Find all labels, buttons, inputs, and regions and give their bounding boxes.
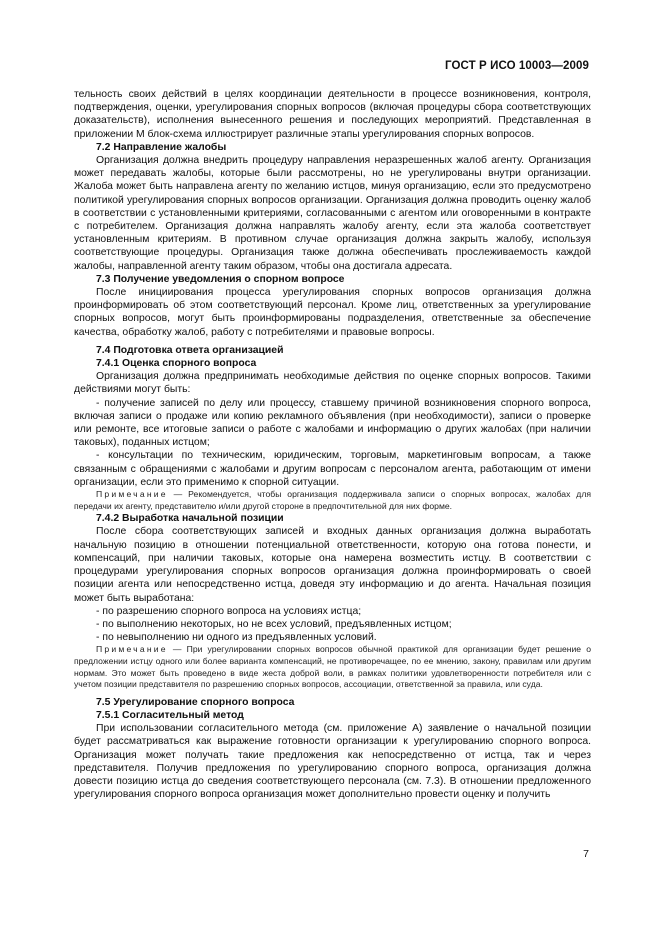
section-7-4-2-paragraph: После сбора соответствующих записей и входных данных организация должна выработать начальную позицию в отношении потенциальной ответственности, которую она готова понести, и компенсаций, при наличии таковых, которые она намерена возместить истцу. В соответствии с процедурами урегулирования спорных вопросов организация должна проинформировать о своей позиции агента или непосредственно истца, доведя эту информацию и до агента. Начальная позиция может быть выработана: <box>74 526 591 604</box>
list-item: - консультации по техническим, юридическим, торговым, маркетинговым вопросам, а также связанным с обращениями с жалобами и другим вопросам с персоналом агента, работающим от имени организации, если это применимо к спорной ситуации. <box>74 450 591 488</box>
section-7-4-heading: 7.4 Подготовка ответа организацией <box>96 344 284 356</box>
note-label: Примечание <box>96 489 168 500</box>
section-7-5-1-heading: 7.5.1 Согласительный метод <box>96 709 244 721</box>
section-7-5-heading: 7.5 Урегулирование спорного вопроса <box>96 696 295 708</box>
list-item: - по выполнению некоторых, но не всех условий, предъявленных истцом; <box>96 618 452 630</box>
section-7-4-1-heading: 7.4.1 Оценка спорного вопроса <box>96 358 257 370</box>
list-item: - получение записей по делу или процессу, ставшему причиной возникновения спорного вопроса, включая записи о продаже или копию рекламного объявления (при необходимости), записи о проверке или ремонте, все итоговые записи о работе с жалобами и информацию о других жалобах (при наличии таковых), поданных истцом; <box>74 397 591 449</box>
note-7-4-1 <box>74 489 591 512</box>
section-7-4-1-paragraph: Организация должна предпринимать необходимые действия по оценке спорных вопросов. Такими действиями могут быть: <box>74 371 591 396</box>
note-label: Примечание <box>96 644 168 655</box>
note-7-4-2 <box>74 644 591 690</box>
section-7-2-paragraph: Организация должна внедрить процедуру направления неразрешенных жалоб агенту. Организация может передавать жалобы, которые были рассмотрены, но не урегулированы внутри организации. Жалоба может быть направлена агенту по желанию истцов, минуя организацию, если это предусмотрено политикой урегулирования спорных вопросов организации. Организация должна проводить оценку жалоб в соответствии с установленными критериями, согласованными с агентом или оговоренными в контракте с потребителем. Организация должна направлять жалобу агенту, если эта жалоба соответствует установленным критериям. В противном случае организация должна закрыть жалобу, используя соответствующие процедуры. Организация также должна обеспечивать прослеживаемость каждой жалобы, направленной агенту таким образом, чтобы она достигала адресата. <box>74 155 591 272</box>
section-7-5-1-paragraph: При использовании согласительного метода (см. приложение А) заявление о начальной позиции будет рассматриваться как выражение готовности организации к урегулированию спорного вопроса. Организация может получать такие предложения как непосредственно от истца, так и через представителя. Получив предложения по урегулированию спорного вопроса, организация должна довести позицию истца до сведения соответствующего персонала (см. 7.3). В отношении предложенного урегулирования спорного вопроса организация может дополнительно провести оценку и получить <box>74 723 591 801</box>
page-number: 7 <box>583 848 589 860</box>
section-7-2-heading: 7.2 Направление жалобы <box>96 141 227 153</box>
note-text: — При урегулировании спорных вопросов обычной практикой для организации будет решение о предложении истцу одного или более варианта компенсаций, не противоречащее, по ее мнению, закону, правилам или другим нормам. Это может быть проведено в виде жеста доброй воли, в рамках политики удовлетворенности потребителя или с учетом позиции представителя по разрешению спорных вопросов, ассоциации, ответственной за правила, или суда. <box>74 644 591 690</box>
list-item: - по разрешению спорного вопроса на условиях истца; <box>96 605 362 617</box>
section-7-3-heading: 7.3 Получение уведомления о спорном вопросе <box>96 273 345 285</box>
list-item: - по невыполнению ни одного из предъявленных условий. <box>96 632 377 644</box>
section-7-3-paragraph: После инициирования процесса урегулирования спорных вопросов организация должна проинформировать об этом соответствующий персонал. Кроме лиц, ответственных за урегулирование спорных вопросов, могут быть проинформированы подразделения, ответственные за обеспечение качества, обработку жалоб, работу с потребителями и правовые вопросы. <box>74 287 591 338</box>
section-7-4-2-heading: 7.4.2 Выработка начальной позиции <box>96 513 284 525</box>
document-header: ГОСТ Р ИСО 10003—2009 <box>444 60 589 72</box>
note-text: — Рекомендуется, чтобы организация поддерживала записи о спорных вопросах, жалобах для передачи их агенту, представителю и/или другой стороне в предпочтительной для них форме. <box>74 489 591 511</box>
intro-paragraph: тельность своих действий в целях координации деятельности в процессе возникновения, контроля, подтверждения, оценки, урегулирования спорных вопросов (включая процедуры сбора соответствующих доказательств), исполнения вынесенного решения и последующих мероприятий. Представленная в приложении М блок-схема иллюстрирует различные этапы урегулирования спорных вопросов. <box>74 89 591 140</box>
document-body <box>74 88 591 801</box>
